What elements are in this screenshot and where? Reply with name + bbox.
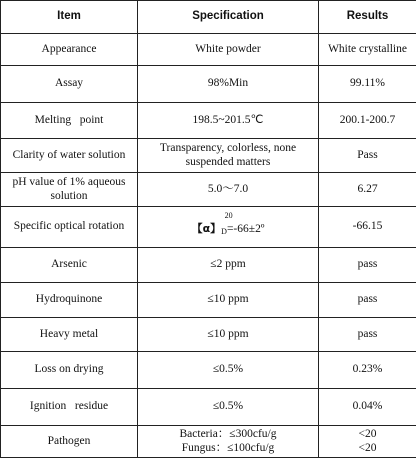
- spec-cell: 198.5~201.5℃: [138, 103, 319, 139]
- table-row: [1, 318, 416, 352]
- table-row: [1, 352, 416, 389]
- result-line: <20: [322, 442, 413, 455]
- table-row: [1, 103, 416, 139]
- item-line: solution: [4, 190, 134, 203]
- header-specification: Specification: [138, 1, 319, 34]
- result-cell: 200.1-200.7: [319, 103, 416, 139]
- result-cell: pass: [319, 318, 416, 352]
- spec-cell: ≤10 ppm: [138, 318, 319, 352]
- result-cell: [319, 426, 416, 458]
- item-cell: Loss on drying: [1, 352, 138, 389]
- spec-cell: ≤0.5%: [138, 389, 319, 426]
- table-row: [1, 248, 416, 283]
- spec-cell: 5.0～7.0: [138, 173, 319, 207]
- rotation-value: =-66±2º: [227, 223, 264, 235]
- result-cell: Pass: [319, 139, 416, 173]
- table-row: [1, 389, 416, 426]
- item-cell: Appearance: [1, 34, 138, 66]
- result-cell: -66.15: [319, 207, 416, 248]
- item-cell: Ignition residue: [1, 389, 138, 426]
- result-cell: 99.11%: [319, 66, 416, 103]
- item-cell: Heavy metal: [1, 318, 138, 352]
- item-cell: Pathogen: [1, 426, 138, 458]
- table-row: [1, 34, 416, 66]
- result-cell: White crystalline: [319, 34, 416, 66]
- header-item: Item: [1, 1, 138, 34]
- result-cell: pass: [319, 283, 416, 318]
- result-cell: pass: [319, 248, 416, 283]
- spec-cell: 98%Min: [138, 66, 319, 103]
- spec-cell: ≤10 ppm: [138, 283, 319, 318]
- spec-cell: ≤2 ppm: [138, 248, 319, 283]
- item-cell: Melting point: [1, 103, 138, 139]
- spec-line: suspended matters: [141, 156, 315, 169]
- spec-cell: White powder: [138, 34, 319, 66]
- spec-cell: [138, 139, 319, 173]
- item-cell: [1, 173, 138, 207]
- table-row: [1, 66, 416, 103]
- item-cell: Clarity of water solution: [1, 139, 138, 173]
- item-cell: Assay: [1, 66, 138, 103]
- table-row: [1, 207, 416, 248]
- table-row: [1, 426, 416, 458]
- table-row: [1, 173, 416, 207]
- result-line: <20: [322, 428, 413, 441]
- spec-line: Fungus：≤100cfu/g: [141, 442, 315, 455]
- spec-cell: [138, 426, 319, 458]
- optical-rotation-spec: [192, 217, 265, 236]
- item-line: pH value of 1% aqueous: [4, 176, 134, 189]
- spec-cell: [138, 207, 319, 248]
- spec-cell: ≤0.5%: [138, 352, 319, 389]
- table-row: [1, 139, 416, 173]
- item-cell: Hydroquinone: [1, 283, 138, 318]
- result-cell: 0.04%: [319, 389, 416, 426]
- temperature-superscript: 20: [225, 211, 233, 220]
- result-cell: 6.27: [319, 173, 416, 207]
- sodium-d-subscript: D: [221, 227, 227, 236]
- header-row: [1, 1, 416, 34]
- item-cell: Arsenic: [1, 248, 138, 283]
- item-cell: Specific optical rotation: [1, 207, 138, 248]
- alpha-bracket: 【α】: [192, 222, 222, 235]
- spec-line: Transparency, colorless, none: [141, 142, 315, 155]
- result-cell: 0.23%: [319, 352, 416, 389]
- table-row: [1, 283, 416, 318]
- header-results: Results: [319, 1, 416, 34]
- spec-line: Bacteria：≤300cfu/g: [141, 428, 315, 441]
